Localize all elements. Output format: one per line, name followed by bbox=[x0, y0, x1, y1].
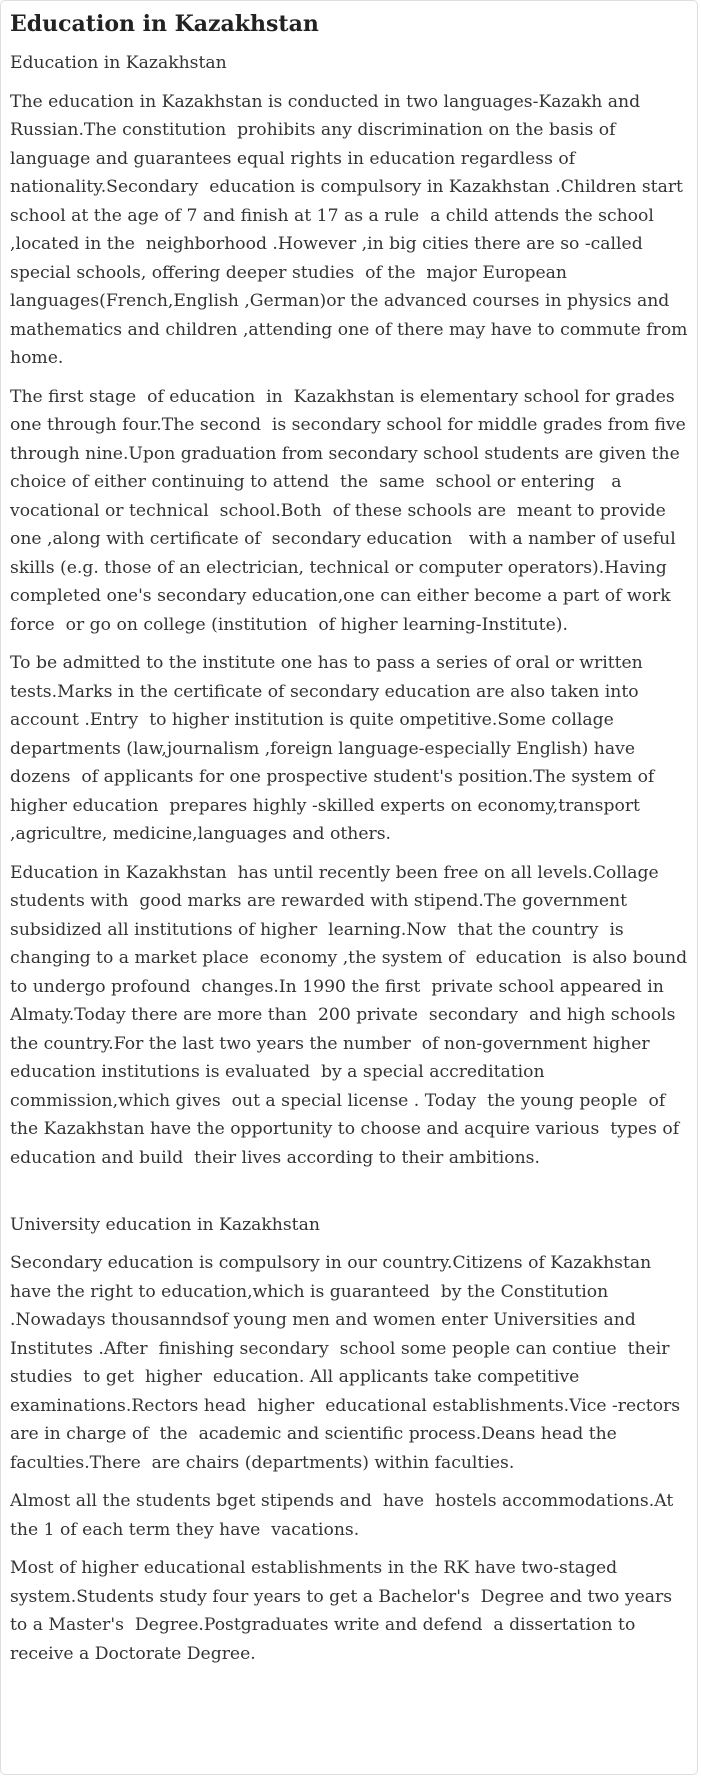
section-gap bbox=[10, 1182, 688, 1211]
paragraph: The education in Kazakhstan is conducted in two languages-Kazakh and Russian.The constitution prohibits any discrimination on the basis of language and guarantees equal rights in education regardless of nationality.Secondary education is compulsory in Kazakhstan .Children start school at the age of 7 and finish at 17 as a rule a child attends the school ,located in the neighborhood .However ,in big cities there are so -called special schools, offering deeper studies of the major European languages(French,English ,German)or the advanced courses in physics and mathematics and children ,attending one of there may have to commute from home. bbox=[10, 91, 694, 368]
section-education bbox=[10, 49, 694, 1172]
paragraph: Almost all the students bget stipends and have hostels accommodations.At the 1 of each term they have vacations. bbox=[10, 1491, 679, 1540]
paragraph: Education in Kazakhstan has until recently been free on all levels.Collage students with good marks are rewarded with stipend.The government subsidized all institutions of higher learning.Now that the country is changing to a market place economy ,the system of education is also bound to undergo profound changes.In 1990 the first private school appeared in Almaty.Today there are more than 200 private secondary and high schools the country.For the last two years the number of non-government higher education institutions is evaluated by a special accreditation commission,which gives out a special license . Today the young people of the Kazakhstan have the opportunity to choose and acquire various types of education and build their lives according to their ambitions. bbox=[10, 862, 693, 1168]
paragraph: The first stage of education in Kazakhstan is elementary school for grades one through four.The second is secondary school for middle grades from five through nine.Upon graduation from secondary school students are given the choice of either continuing to attend the same school or entering a vocational or technical school.Both of these schools are meant to provide one ,along with certificate of secondary education with a namber of useful skills (e.g. those of an electrician, technical or computer operators).Having completed one's secondary education,one can either become a part of work force or go on college (institution of higher learning-Institute). bbox=[10, 386, 692, 635]
section-university bbox=[10, 1211, 692, 1669]
section-heading: University education in Kazakhstan bbox=[10, 1214, 320, 1235]
paragraph: To be admitted to the institute one has to pass a series of oral or written tests.Marks in the certificate of secondary education are also taken into account .Entry to higher institution is quite ompetitive.Some collage departments (law,journalism ,foreign language-especially English) have dozens of applicants for one prospective student's position.The system of higher education prepares highly -skilled experts on economy,transport ,agricultre, medicine,languages and others. bbox=[10, 653, 660, 844]
page-title: Education in Kazakhstan bbox=[10, 11, 319, 37]
paragraph: Most of higher educational establishments in the RK have two-staged system.Students study four years to get a Bachelor's Degree and two years to a Master's Degree.Postgraduates write and defend a dissertation to receive a Doctorate Degree. bbox=[10, 1558, 678, 1664]
section-heading: Education in Kazakhstan bbox=[10, 53, 227, 73]
paragraph: Secondary education is compulsory in our country.Citizens of Kazakhstan have the right to education,which is guaranteed by the Constitution .Nowadays thousanndsof young men and women enter Universities and Institutes .After finishing secondary school some people can contiue their studies to get higher education. All applicants take competitive examinations.Rectors head higher educational establishments.Vice -rectors are in charge of the academic and scientific process.Deans head the faculties.There are chairs (departments) within faculties. bbox=[10, 1253, 692, 1473]
